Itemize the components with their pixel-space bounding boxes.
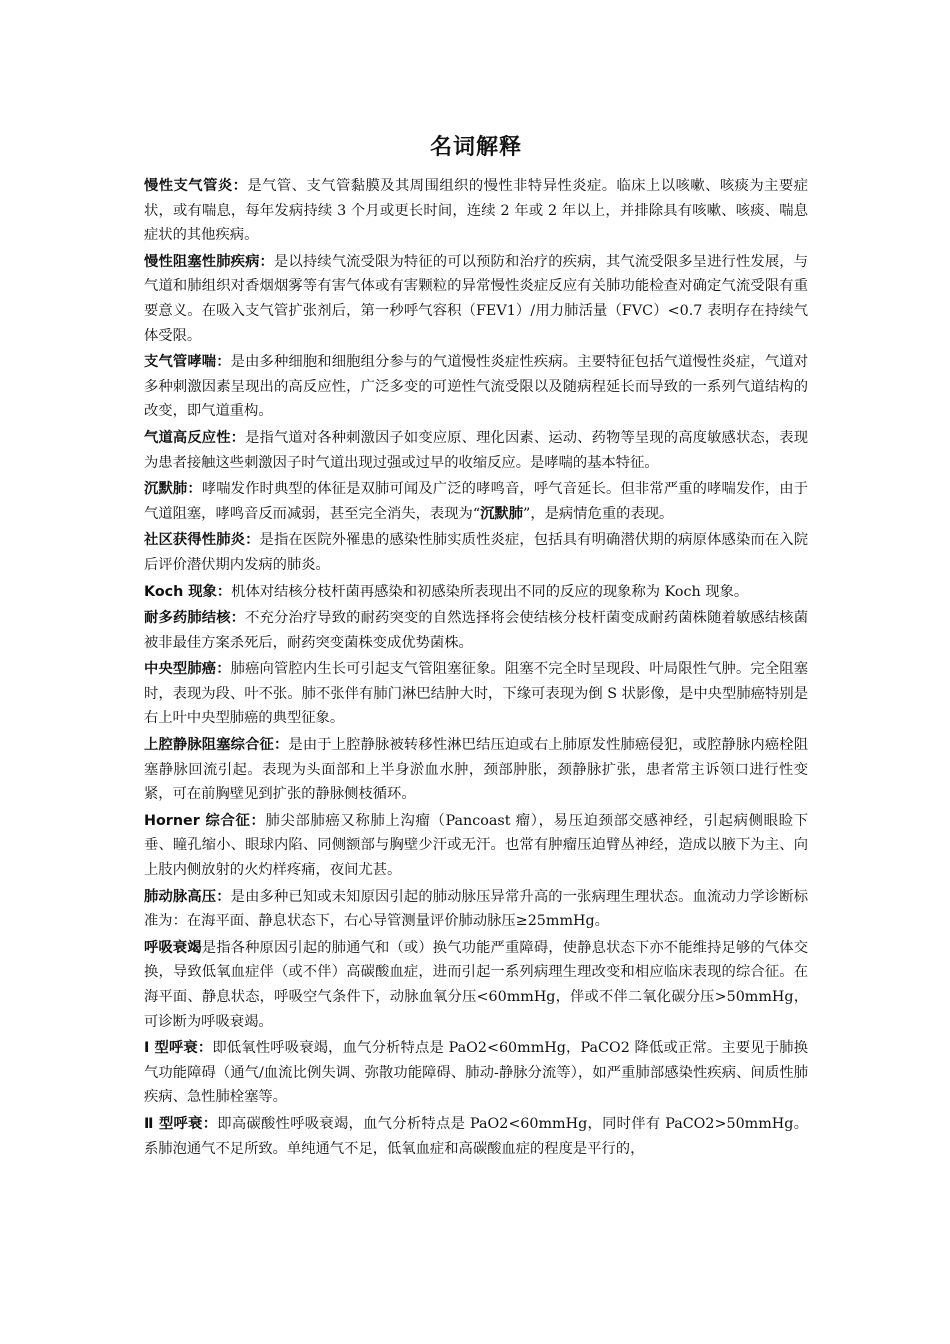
entry-term: 上腔静脉阻塞综合征： — [144, 737, 289, 754]
entry-type-1-respiratory-failure — [144, 1036, 808, 1110]
entry-copd — [144, 250, 808, 348]
entry-term: 耐多药肺结核： — [144, 610, 246, 627]
entry-chronic-bronchitis — [144, 174, 808, 248]
entry-definition: 即低氧性呼吸衰竭，血气分析特点是 PaO2<60mmHg，PaCO2 降低或正常。主要见于肺换气功能障碍（通气/血流比例失调、弥散功能障碍、肺动-静脉分流等），如严重肺部感染性疾病、间质性肺疾病、急性肺栓塞等。 — [144, 1040, 808, 1106]
entry-term: I 型呼衰： — [144, 1040, 213, 1057]
document-page — [144, 128, 808, 1163]
document-title: 名词解释 — [429, 135, 522, 160]
entry-horner-syndrome — [144, 809, 808, 883]
entry-definition: 即高碳酸性呼吸衰竭，血气分析特点是 PaO2<60mmHg，同时伴有 PaCO2>50mmHg。系肺泡通气不足所致。单纯通气不足，低氧血症和高碳酸血症的程度是平行的， — [144, 1115, 808, 1157]
entry-definition: 是由多种已知或未知原因引起的肺动脉压异常升高的一张病理生理状态。血流动力学诊断标准为：在海平面、静息状态下，右心导管测量评价肺动脉压≥25mmHg。 — [144, 888, 809, 930]
entry-inline-bold: 沉默肺 — [480, 505, 524, 522]
entry-mdr-tb — [144, 606, 808, 655]
entry-community-acquired-pneumonia — [144, 528, 808, 577]
entry-definition: 是指在医院外罹患的感染性肺实质性炎症，包括具有明确潜伏期的病原体感染而在入院后评价潜伏期内发病的肺炎。 — [144, 532, 809, 573]
entry-term: Ⅱ 型呼衰： — [144, 1115, 218, 1132]
entry-term: 沉默肺： — [144, 481, 202, 498]
entry-term: 社区获得性肺炎： — [144, 532, 260, 549]
entry-definition: 肺尖部肺癌又称肺上沟瘤（Pancoast 瘤），易压迫颈部交感神经，引起病侧眼睑下垂、瞳孔缩小、眼球内陷、同侧额部与胸壁少汗或无汗。也常有肿瘤压迫臂丛神经，造成以腋下为主、向上肢内侧放射的火灼样疼痛，夜间尤甚。 — [144, 812, 808, 879]
entry-definition: 是由多种细胞和细胞组分参与的气道慢性炎症性疾病。主要特征包括气道慢性炎症，气道对多种刺激因素呈现出的高反应性，广泛多变的可逆性气流受限以及随病程延长而导致的一系列气道结构的改变，即气道重构。 — [144, 354, 809, 420]
entry-asthma — [144, 350, 808, 424]
entry-respiratory-failure — [144, 936, 808, 1034]
entry-term: Horner 综合征： — [144, 812, 266, 829]
entry-term: 中央型肺癌： — [144, 661, 231, 678]
entry-definition: 不充分治疗导致的耐药突变的自然选择将会使结核分枝杆菌变成耐药菌株随着敏感结核菌被非最佳方案杀死后，耐药突变菌株变成优势菌株。 — [144, 610, 809, 651]
entry-term: 支气管哮喘： — [144, 354, 231, 371]
entry-term: 慢性阻塞性肺疾病： — [144, 253, 274, 270]
entry-pulmonary-hypertension — [144, 885, 808, 934]
entry-definition: 是指各种原因引起的肺通气和（或）换气功能严重障碍，使静息状态下亦不能维持足够的气体交换，导致低氧血症伴（或不伴）高碳酸血症，进而引起一系列病理生理改变和相应临床表现的综合征。在海平面、静息状态，呼吸空气条件下，动脉血氧分压<60mmHg，伴或不伴二氧化碳分压>50mmHg，可诊断为呼吸衰竭。 — [144, 939, 809, 1030]
entry-definition: 是指气道对各种刺激因子如变应原、理化因素、运动、药物等呈现的高度敏感状态，表现为患者接触这些刺激因子时气道出现过强或过早的收缩反应。是哮喘的基本特征。 — [144, 429, 809, 471]
entry-term: Koch 现象： — [144, 583, 232, 600]
entry-svc-syndrome — [144, 733, 808, 807]
entry-term: 慢性支气管炎： — [144, 178, 248, 194]
entry-airway-hyperresponsiveness — [144, 426, 808, 475]
entry-definition: 肺癌向管腔内生长可引起支气管阻塞征象。阻塞不完全时呈现段、叶局限性气肿。完全阻塞时，表现为段、叶不张。肺不张伴有肺门淋巴结肿大时，下缘可表现为倒 S 状影像，是中央型肺癌特别是右上叶中央型肺癌的典型征象。 — [144, 661, 809, 727]
entry-term: 呼吸衰竭 — [144, 939, 202, 956]
entry-silent-lung — [144, 477, 808, 526]
entry-koch-phenomenon — [144, 580, 808, 605]
entry-type-2-respiratory-failure — [144, 1112, 808, 1161]
entry-definition: 机体对结核分枝杆菌再感染和初感染所表现出不同的反应的现象称为 Koch 现象。 — [231, 583, 749, 600]
entry-definition: 是以持续气流受限为特征的可以预防和治疗的疾病，其气流受限多呈进行性发展，与气道和肺组织对香烟烟雾等有害气体或有害颗粒的异常慢性炎症反应有关肺功能检查对确定气流受限有重要意义。在吸入支气管扩张剂后，第一秒呼气容积（FEV1）/用力肺活量（FVC）<0.7 表明存在持续气体受限。 — [144, 253, 809, 344]
entry-term: 气道高反应性： — [144, 429, 246, 446]
entry-term: 肺动脉高压： — [144, 888, 231, 905]
entry-central-lung-cancer — [144, 657, 808, 731]
entry-definition: 哮喘发作时典型的体征是双肺可闻及广泛的哮鸣音，呼气音延长。但非常严重的哮喘发作，由于气道阻塞，哮鸣音反而减弱，甚至完全消失，表现为“ — [144, 481, 809, 522]
entry-definition-tail: ”，是病情危重的表现。 — [523, 505, 674, 522]
entry-definition: 是由于上腔静脉被转移性淋巴结压迫或右上肺原发性肺癌侵犯，或腔静脉内癌栓阻塞静脉回流引起。表现为头面部和上半身淤血水肿，颈部肿胀，颈静脉扩张，患者常主诉领口进行性变紧，可在前胸壁见到扩张的静脉侧枝循环。 — [144, 737, 809, 803]
entry-definition: 是气管、支气管黏膜及其周围组织的慢性非特异性炎症。临床上以咳嗽、咳痰为主要症状，或有喘息，每年发病持续 3 个月或更长时间，连续 2 年或 2 年以上，并排除具有咳嗽、咳痰、喘息症状的其他疾病。 — [144, 178, 809, 244]
